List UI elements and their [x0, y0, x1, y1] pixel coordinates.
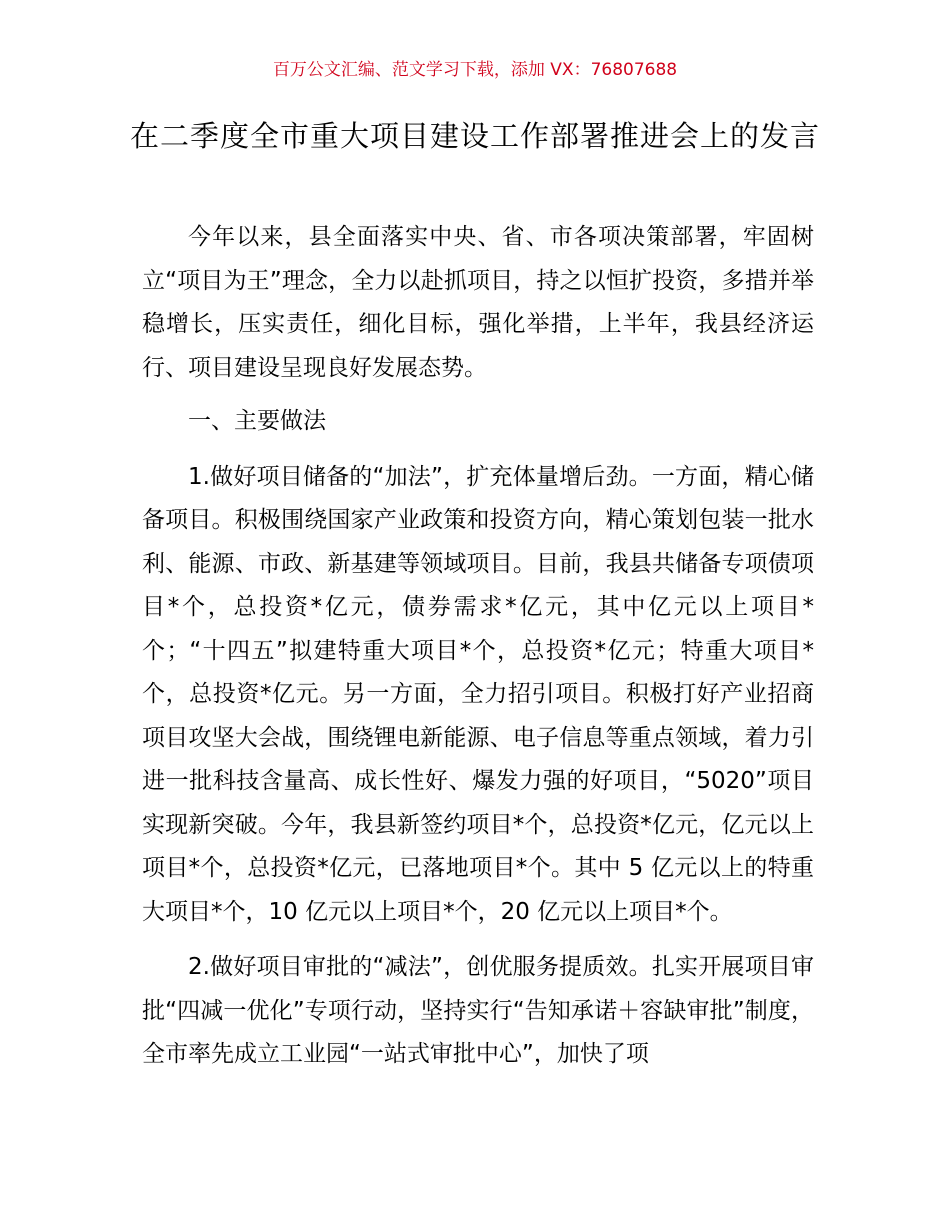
header-watermark-note: 百万公文汇编、范文学习下载，添加 VX：76807688 — [272, 60, 678, 80]
paragraph-item-2: 2.做好项目审批的“减法”，创优服务提质效。扎实开展项目审批“四减一优化”专项行动，坚持实行“告知承诺＋容缺审批”制度，全市率先成立工业园“一站式审批中心”，加快了项 — [142, 954, 814, 1067]
paragraph-item-1: 1.做好项目储备的“加法”，扩充体量增后劲。一方面，精心储备项目。积极围绕国家产业政策和投资方向，精心策划包装一批水利、能源、市政、新基建等领域项目。目前，我县共储备专项债项目*个，总投资*亿元，债券需求*亿元，其中亿元以上项目*个；“十四五”拟建特重大项目*个，总投资*亿元；特重大项目*个，总投资*亿元。另一方面，全力招引项目。积极打好产业招商项目攻坚大会战，围绕锂电新能源、电子信息等重点领域，着力引进一批科技含量高、成长性好、爆发力强的好项目，“5020”项目实现新突破。今年，我县新签约项目*个，总投资*亿元，亿元以上项目*个，总投资*亿元，已落地项目*个。其中 5 亿元以上的特重大项目*个，10 亿元以上项目*个，20 亿元以上项目*个。 — [142, 463, 814, 925]
section-heading: 一、主要做法 — [188, 408, 326, 434]
paragraph-intro: 今年以来，县全面落实中央、省、市各项决策部署，牢固树立“项目为王”理念，全力以赴抓项目，持之以恒扩投资，多措并举稳增长，压实责任，细化目标，强化举措，上半年，我县经济运行、项目建设呈现良好发展态势。 — [142, 224, 814, 381]
page-title: 在二季度全市重大项目建设工作部署推进会上的发言 — [129, 119, 820, 153]
document-body — [142, 216, 814, 1077]
